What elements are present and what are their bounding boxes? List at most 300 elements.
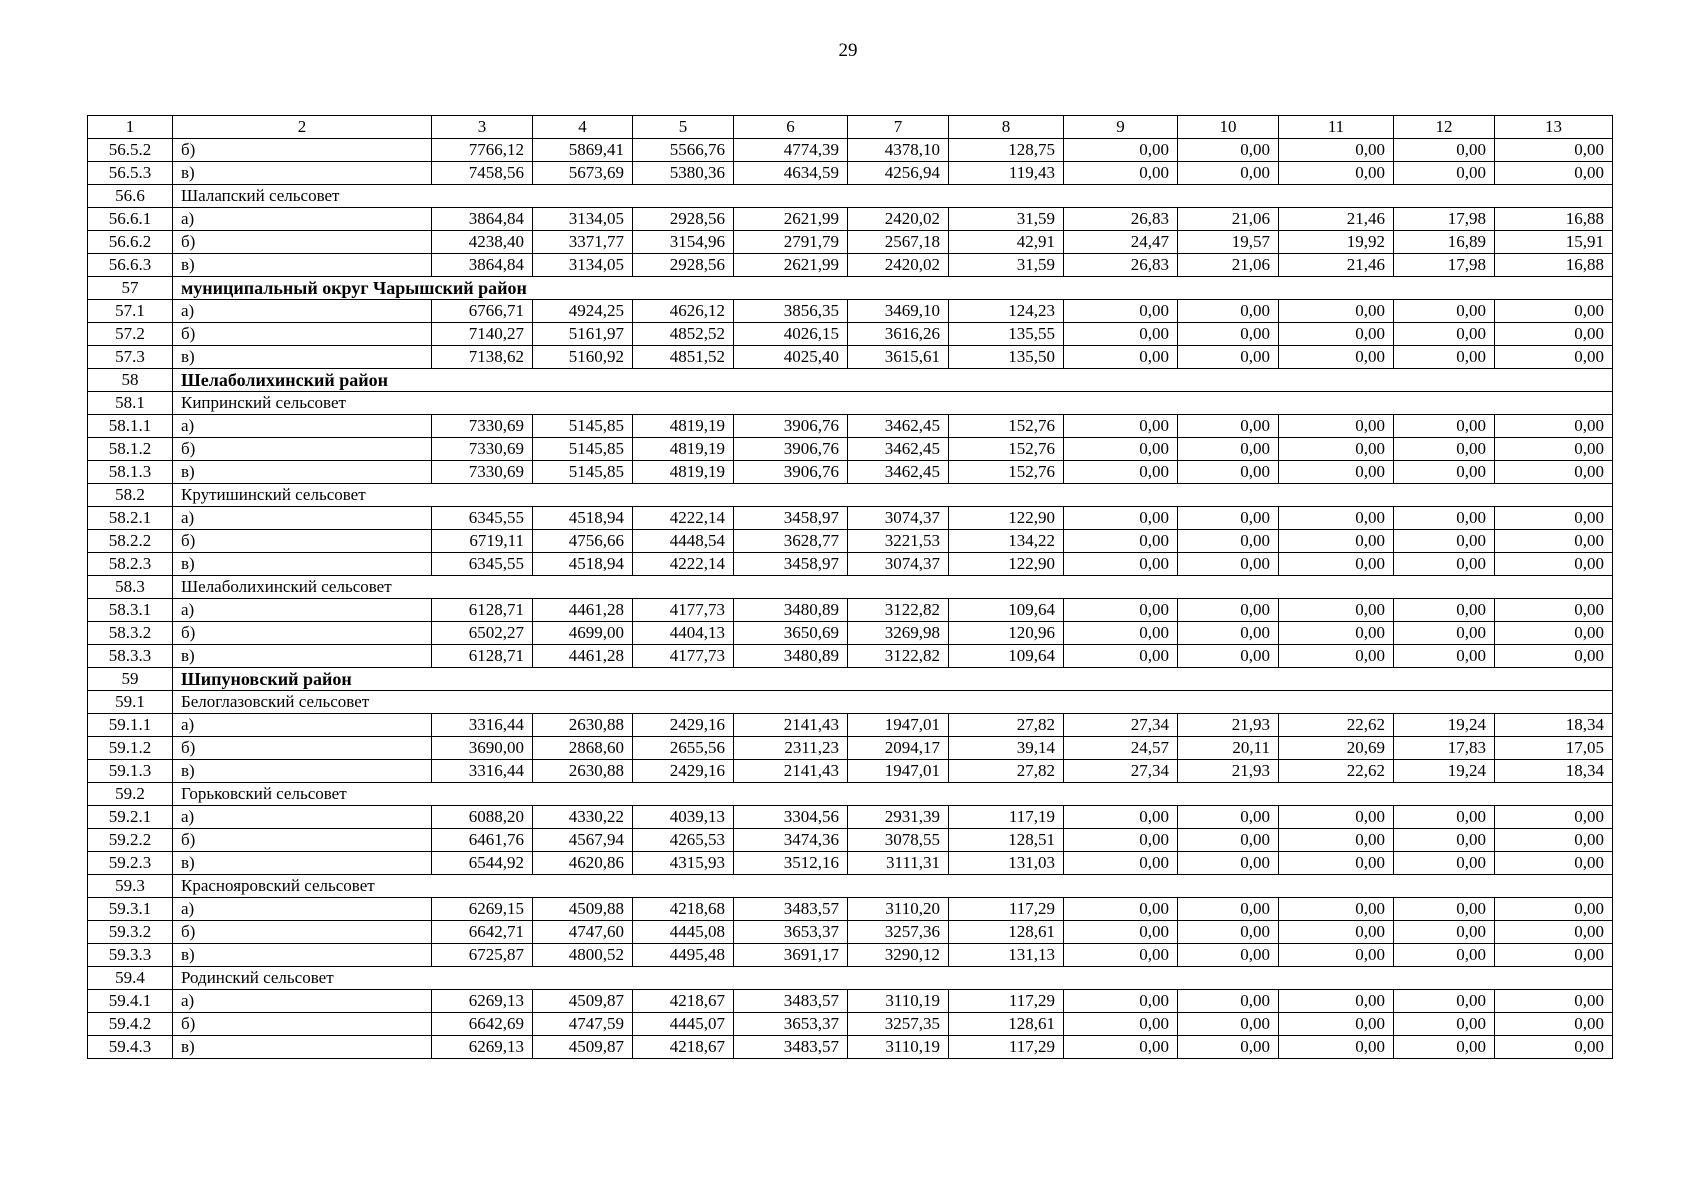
- value-cell: 124,23: [949, 300, 1064, 323]
- value-cell: 0,00: [1064, 461, 1178, 484]
- value-cell: 2429,16: [633, 760, 734, 783]
- value-cell: 2928,56: [633, 208, 734, 231]
- value-cell: 0,00: [1279, 1036, 1394, 1059]
- value-cell: 26,83: [1064, 208, 1178, 231]
- value-cell: 6642,69: [432, 1013, 533, 1036]
- row-code: 59.4.2: [88, 1013, 173, 1036]
- value-cell: 16,88: [1495, 208, 1613, 231]
- row-label: в): [173, 1036, 432, 1059]
- row-label: а): [173, 507, 432, 530]
- value-cell: 135,55: [949, 323, 1064, 346]
- value-cell: 3864,84: [432, 208, 533, 231]
- district-row: [88, 277, 1613, 300]
- value-cell: 3078,55: [848, 829, 949, 852]
- value-cell: 4620,86: [533, 852, 633, 875]
- value-cell: 0,00: [1178, 507, 1279, 530]
- value-cell: 7458,56: [432, 162, 533, 185]
- value-cell: 135,50: [949, 346, 1064, 369]
- row-code: 59.2: [88, 783, 173, 806]
- value-cell: 4177,73: [633, 645, 734, 668]
- column-header: 4: [533, 116, 633, 139]
- value-cell: 131,13: [949, 944, 1064, 967]
- row-code: 58.3.2: [88, 622, 173, 645]
- value-cell: 17,98: [1394, 254, 1495, 277]
- value-cell: 0,00: [1394, 300, 1495, 323]
- value-cell: 4851,52: [633, 346, 734, 369]
- value-cell: 0,00: [1178, 1036, 1279, 1059]
- table-row: [88, 139, 1613, 162]
- value-cell: 2311,23: [734, 737, 848, 760]
- value-cell: 0,00: [1279, 300, 1394, 323]
- value-cell: 27,82: [949, 714, 1064, 737]
- value-cell: 0,00: [1394, 461, 1495, 484]
- value-cell: 3906,76: [734, 461, 848, 484]
- value-cell: 0,00: [1495, 898, 1613, 921]
- row-label: а): [173, 806, 432, 829]
- value-cell: 0,00: [1394, 622, 1495, 645]
- value-cell: 0,00: [1495, 1036, 1613, 1059]
- section-title: Крутишинский сельсовет: [173, 484, 1613, 507]
- value-cell: 0,00: [1178, 921, 1279, 944]
- value-cell: 0,00: [1064, 530, 1178, 553]
- value-cell: 3462,45: [848, 438, 949, 461]
- value-cell: 4924,25: [533, 300, 633, 323]
- row-code: 59.1.3: [88, 760, 173, 783]
- value-cell: 4448,54: [633, 530, 734, 553]
- section-row: [88, 783, 1613, 806]
- value-cell: 0,00: [1495, 346, 1613, 369]
- value-cell: 16,89: [1394, 231, 1495, 254]
- value-cell: 4461,28: [533, 599, 633, 622]
- value-cell: 3469,10: [848, 300, 949, 323]
- table-row: [88, 898, 1613, 921]
- value-cell: 6269,13: [432, 990, 533, 1013]
- value-cell: 0,00: [1495, 829, 1613, 852]
- value-cell: 1947,01: [848, 760, 949, 783]
- value-cell: 0,00: [1064, 829, 1178, 852]
- value-cell: 3480,89: [734, 599, 848, 622]
- value-cell: 0,00: [1279, 323, 1394, 346]
- value-cell: 0,00: [1178, 645, 1279, 668]
- value-cell: 3122,82: [848, 645, 949, 668]
- value-cell: 0,00: [1064, 162, 1178, 185]
- value-cell: 0,00: [1495, 921, 1613, 944]
- value-cell: 0,00: [1279, 553, 1394, 576]
- row-code: 58.1.1: [88, 415, 173, 438]
- section-title: Родинский сельсовет: [173, 967, 1613, 990]
- row-label: а): [173, 714, 432, 737]
- row-code: 59.2.2: [88, 829, 173, 852]
- value-cell: 2791,79: [734, 231, 848, 254]
- value-cell: 21,93: [1178, 714, 1279, 737]
- value-cell: 0,00: [1178, 944, 1279, 967]
- value-cell: 0,00: [1178, 162, 1279, 185]
- value-cell: 2928,56: [633, 254, 734, 277]
- value-cell: 24,47: [1064, 231, 1178, 254]
- value-cell: 19,24: [1394, 760, 1495, 783]
- row-label: б): [173, 530, 432, 553]
- row-code: 59.3.2: [88, 921, 173, 944]
- value-cell: 3906,76: [734, 415, 848, 438]
- value-cell: 2868,60: [533, 737, 633, 760]
- value-cell: 15,91: [1495, 231, 1613, 254]
- row-code: 56.5.2: [88, 139, 173, 162]
- value-cell: 2621,99: [734, 208, 848, 231]
- value-cell: 5160,92: [533, 346, 633, 369]
- row-label: в): [173, 852, 432, 875]
- row-code: 56.6: [88, 185, 173, 208]
- table-row: [88, 944, 1613, 967]
- table-row: [88, 714, 1613, 737]
- value-cell: 0,00: [1279, 415, 1394, 438]
- value-cell: 17,05: [1495, 737, 1613, 760]
- row-code: 58.1.3: [88, 461, 173, 484]
- column-header: 12: [1394, 116, 1495, 139]
- value-cell: 3316,44: [432, 760, 533, 783]
- row-label: б): [173, 829, 432, 852]
- value-cell: 2931,39: [848, 806, 949, 829]
- row-label: в): [173, 254, 432, 277]
- value-cell: 3906,76: [734, 438, 848, 461]
- row-label: а): [173, 898, 432, 921]
- value-cell: 117,29: [949, 1036, 1064, 1059]
- value-cell: 0,00: [1279, 346, 1394, 369]
- row-label: в): [173, 553, 432, 576]
- value-cell: 0,00: [1178, 415, 1279, 438]
- value-cell: 27,34: [1064, 760, 1178, 783]
- row-code: 58.2: [88, 484, 173, 507]
- value-cell: 119,43: [949, 162, 1064, 185]
- value-cell: 6088,20: [432, 806, 533, 829]
- value-cell: 3615,61: [848, 346, 949, 369]
- value-cell: 22,62: [1279, 760, 1394, 783]
- value-cell: 6269,13: [432, 1036, 533, 1059]
- value-cell: 4852,52: [633, 323, 734, 346]
- table-row: [88, 346, 1613, 369]
- value-cell: 4256,94: [848, 162, 949, 185]
- table-body: [88, 116, 1613, 1059]
- value-cell: 4699,00: [533, 622, 633, 645]
- value-cell: 4518,94: [533, 553, 633, 576]
- value-cell: 3483,57: [734, 1036, 848, 1059]
- value-cell: 4634,59: [734, 162, 848, 185]
- row-code: 59.3.3: [88, 944, 173, 967]
- row-label: б): [173, 737, 432, 760]
- value-cell: 0,00: [1279, 507, 1394, 530]
- value-cell: 4039,13: [633, 806, 734, 829]
- value-cell: 0,00: [1279, 829, 1394, 852]
- value-cell: 4218,68: [633, 898, 734, 921]
- value-cell: 0,00: [1394, 162, 1495, 185]
- value-cell: 3462,45: [848, 461, 949, 484]
- value-cell: 0,00: [1064, 990, 1178, 1013]
- row-code: 57.2: [88, 323, 173, 346]
- value-cell: 6642,71: [432, 921, 533, 944]
- value-cell: 17,83: [1394, 737, 1495, 760]
- row-label: а): [173, 300, 432, 323]
- value-cell: 134,22: [949, 530, 1064, 553]
- value-cell: 20,69: [1279, 737, 1394, 760]
- value-cell: 109,64: [949, 599, 1064, 622]
- value-cell: 5380,36: [633, 162, 734, 185]
- value-cell: 3628,77: [734, 530, 848, 553]
- value-cell: 4177,73: [633, 599, 734, 622]
- value-cell: 3512,16: [734, 852, 848, 875]
- value-cell: 3483,57: [734, 898, 848, 921]
- row-code: 56.5.3: [88, 162, 173, 185]
- value-cell: 4774,39: [734, 139, 848, 162]
- row-label: а): [173, 415, 432, 438]
- value-cell: 0,00: [1394, 852, 1495, 875]
- table-row: [88, 622, 1613, 645]
- value-cell: 0,00: [1279, 622, 1394, 645]
- value-cell: 4445,07: [633, 1013, 734, 1036]
- value-cell: 0,00: [1394, 645, 1495, 668]
- value-cell: 24,57: [1064, 737, 1178, 760]
- value-cell: 0,00: [1064, 139, 1178, 162]
- value-cell: 21,06: [1178, 208, 1279, 231]
- value-cell: 3691,17: [734, 944, 848, 967]
- value-cell: 26,83: [1064, 254, 1178, 277]
- row-code: 57.3: [88, 346, 173, 369]
- value-cell: 3110,20: [848, 898, 949, 921]
- value-cell: 4378,10: [848, 139, 949, 162]
- value-cell: 6719,11: [432, 530, 533, 553]
- district-title: Шелаболихинский район: [173, 369, 1613, 392]
- district-row: [88, 369, 1613, 392]
- value-cell: 0,00: [1279, 162, 1394, 185]
- table-row: [88, 507, 1613, 530]
- value-cell: 0,00: [1394, 139, 1495, 162]
- row-code: 58: [88, 369, 173, 392]
- value-cell: 0,00: [1279, 438, 1394, 461]
- column-header: 6: [734, 116, 848, 139]
- value-cell: 21,93: [1178, 760, 1279, 783]
- value-cell: 3111,31: [848, 852, 949, 875]
- section-row: [88, 484, 1613, 507]
- value-cell: 3110,19: [848, 990, 949, 1013]
- value-cell: 7330,69: [432, 438, 533, 461]
- table-row: [88, 806, 1613, 829]
- row-code: 58.2.2: [88, 530, 173, 553]
- section-title: Кипринский сельсовет: [173, 392, 1613, 415]
- value-cell: 4404,13: [633, 622, 734, 645]
- value-cell: 4025,40: [734, 346, 848, 369]
- table-row: [88, 323, 1613, 346]
- value-cell: 3074,37: [848, 553, 949, 576]
- value-cell: 6461,76: [432, 829, 533, 852]
- value-cell: 3650,69: [734, 622, 848, 645]
- value-cell: 0,00: [1064, 300, 1178, 323]
- value-cell: 4819,19: [633, 461, 734, 484]
- value-cell: 4315,93: [633, 852, 734, 875]
- value-cell: 1947,01: [848, 714, 949, 737]
- value-cell: 6502,27: [432, 622, 533, 645]
- value-cell: 2141,43: [734, 714, 848, 737]
- value-cell: 2630,88: [533, 760, 633, 783]
- column-header: 3: [432, 116, 533, 139]
- value-cell: 4756,66: [533, 530, 633, 553]
- value-cell: 3074,37: [848, 507, 949, 530]
- value-cell: 3134,05: [533, 254, 633, 277]
- column-header: 9: [1064, 116, 1178, 139]
- value-cell: 2094,17: [848, 737, 949, 760]
- row-code: 59.2.1: [88, 806, 173, 829]
- value-cell: 0,00: [1064, 645, 1178, 668]
- value-cell: 3653,37: [734, 921, 848, 944]
- value-cell: 3653,37: [734, 1013, 848, 1036]
- value-cell: 5145,85: [533, 438, 633, 461]
- value-cell: 4238,40: [432, 231, 533, 254]
- value-cell: 4567,94: [533, 829, 633, 852]
- value-cell: 16,88: [1495, 254, 1613, 277]
- value-cell: 0,00: [1394, 507, 1495, 530]
- value-cell: 128,75: [949, 139, 1064, 162]
- value-cell: 4265,53: [633, 829, 734, 852]
- table-row: [88, 162, 1613, 185]
- value-cell: 2621,99: [734, 254, 848, 277]
- tariff-table: [87, 115, 1613, 1059]
- district-title: Шипуновский район: [173, 668, 1613, 691]
- value-cell: 6766,71: [432, 300, 533, 323]
- value-cell: 6128,71: [432, 599, 533, 622]
- row-label: а): [173, 599, 432, 622]
- table-row: [88, 829, 1613, 852]
- value-cell: 0,00: [1064, 898, 1178, 921]
- value-cell: 21,46: [1279, 208, 1394, 231]
- value-cell: 0,00: [1279, 645, 1394, 668]
- value-cell: 0,00: [1178, 300, 1279, 323]
- value-cell: 0,00: [1495, 990, 1613, 1013]
- value-cell: 5566,76: [633, 139, 734, 162]
- value-cell: 3462,45: [848, 415, 949, 438]
- value-cell: 117,29: [949, 898, 1064, 921]
- value-cell: 4222,14: [633, 507, 734, 530]
- table-row: [88, 553, 1613, 576]
- value-cell: 3110,19: [848, 1036, 949, 1059]
- table-row: [88, 208, 1613, 231]
- value-cell: 0,00: [1394, 438, 1495, 461]
- table-row: [88, 921, 1613, 944]
- value-cell: 21,06: [1178, 254, 1279, 277]
- value-cell: 0,00: [1178, 553, 1279, 576]
- value-cell: 3616,26: [848, 323, 949, 346]
- value-cell: 3290,12: [848, 944, 949, 967]
- value-cell: 6345,55: [432, 553, 533, 576]
- value-cell: 4747,59: [533, 1013, 633, 1036]
- value-cell: 0,00: [1279, 530, 1394, 553]
- table-row: [88, 438, 1613, 461]
- value-cell: 117,29: [949, 990, 1064, 1013]
- column-header: 5: [633, 116, 734, 139]
- section-title: Краснояровский сельсовет: [173, 875, 1613, 898]
- value-cell: 5673,69: [533, 162, 633, 185]
- column-header: 13: [1495, 116, 1613, 139]
- value-cell: 3474,36: [734, 829, 848, 852]
- value-cell: 2420,02: [848, 208, 949, 231]
- value-cell: 2141,43: [734, 760, 848, 783]
- row-code: 59.3: [88, 875, 173, 898]
- table-row: [88, 990, 1613, 1013]
- value-cell: 128,61: [949, 921, 1064, 944]
- value-cell: 0,00: [1064, 599, 1178, 622]
- value-cell: 128,61: [949, 1013, 1064, 1036]
- value-cell: 3458,97: [734, 553, 848, 576]
- value-cell: 0,00: [1394, 806, 1495, 829]
- value-cell: 0,00: [1064, 507, 1178, 530]
- value-cell: 0,00: [1279, 852, 1394, 875]
- row-label: б): [173, 438, 432, 461]
- value-cell: 0,00: [1495, 599, 1613, 622]
- section-row: [88, 875, 1613, 898]
- header-row: [88, 116, 1613, 139]
- value-cell: 0,00: [1394, 415, 1495, 438]
- value-cell: 5869,41: [533, 139, 633, 162]
- row-label: б): [173, 921, 432, 944]
- row-code: 58.3.3: [88, 645, 173, 668]
- value-cell: 0,00: [1279, 944, 1394, 967]
- row-code: 56.6.2: [88, 231, 173, 254]
- value-cell: 6345,55: [432, 507, 533, 530]
- value-cell: 0,00: [1064, 806, 1178, 829]
- value-cell: 4509,87: [533, 1036, 633, 1059]
- value-cell: 0,00: [1495, 1013, 1613, 1036]
- value-cell: 0,00: [1279, 139, 1394, 162]
- value-cell: 0,00: [1394, 530, 1495, 553]
- table-row: [88, 737, 1613, 760]
- value-cell: 4218,67: [633, 990, 734, 1013]
- row-label: в): [173, 760, 432, 783]
- row-code: 57: [88, 277, 173, 300]
- value-cell: 3371,77: [533, 231, 633, 254]
- district-row: [88, 668, 1613, 691]
- column-header: 10: [1178, 116, 1279, 139]
- section-title: Горьковский сельсовет: [173, 783, 1613, 806]
- value-cell: 0,00: [1064, 622, 1178, 645]
- value-cell: 6269,15: [432, 898, 533, 921]
- value-cell: 117,19: [949, 806, 1064, 829]
- value-cell: 3458,97: [734, 507, 848, 530]
- value-cell: 3269,98: [848, 622, 949, 645]
- value-cell: 0,00: [1495, 162, 1613, 185]
- value-cell: 2429,16: [633, 714, 734, 737]
- section-row: [88, 392, 1613, 415]
- section-row: [88, 967, 1613, 990]
- value-cell: 0,00: [1178, 139, 1279, 162]
- value-cell: 3316,44: [432, 714, 533, 737]
- value-cell: 0,00: [1495, 553, 1613, 576]
- value-cell: 0,00: [1064, 415, 1178, 438]
- row-code: 59.4.1: [88, 990, 173, 1013]
- table-row: [88, 530, 1613, 553]
- value-cell: 128,51: [949, 829, 1064, 852]
- value-cell: 5145,85: [533, 415, 633, 438]
- value-cell: 0,00: [1178, 898, 1279, 921]
- value-cell: 0,00: [1279, 599, 1394, 622]
- page-number: 29: [838, 40, 858, 61]
- value-cell: 4626,12: [633, 300, 734, 323]
- section-row: [88, 691, 1613, 714]
- value-cell: 3134,05: [533, 208, 633, 231]
- table-row: [88, 1036, 1613, 1059]
- row-label: в): [173, 944, 432, 967]
- value-cell: 22,62: [1279, 714, 1394, 737]
- value-cell: 0,00: [1495, 438, 1613, 461]
- value-cell: 4330,22: [533, 806, 633, 829]
- value-cell: 0,00: [1394, 898, 1495, 921]
- row-code: 58.3.1: [88, 599, 173, 622]
- value-cell: 2655,56: [633, 737, 734, 760]
